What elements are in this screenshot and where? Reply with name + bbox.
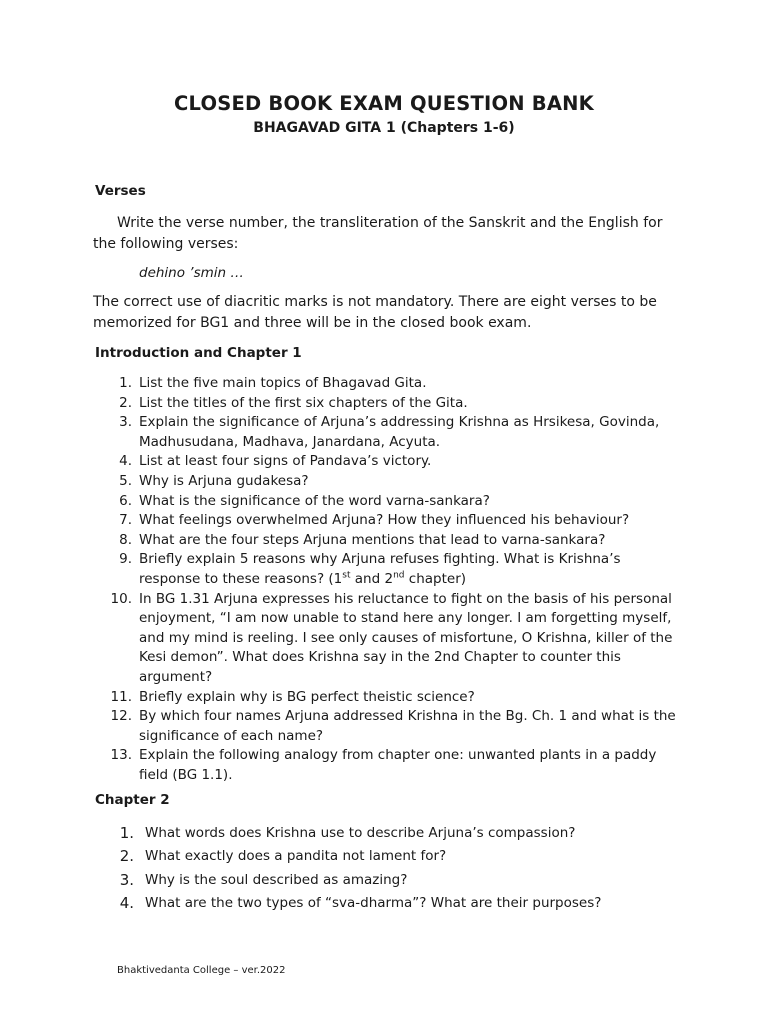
list-item — [0, 394, 679, 414]
question-number: 2. — [119, 394, 132, 411]
question-text: Why is Arjuna gudakesa? — [139, 472, 309, 489]
question-number: 4. — [119, 893, 134, 912]
list-item — [0, 550, 679, 589]
question-text: Explain the following analogy from chapter one: unwanted plants in a paddy field (BG 1.1). — [139, 747, 657, 783]
question-text: List at least four signs of Pandava’s victory. — [139, 453, 432, 470]
question-number: 13. — [110, 747, 132, 764]
question-text: Why is the soul described as amazing? — [145, 871, 408, 888]
list-item — [0, 845, 685, 868]
question-number: 10. — [110, 590, 132, 607]
question-number: 2. — [119, 847, 134, 866]
list-item — [0, 452, 679, 472]
question-number: 6. — [119, 492, 132, 509]
list-item — [0, 688, 679, 708]
list-item — [0, 413, 679, 452]
question-text: List the five main topics of Bhagavad Gita. — [139, 375, 427, 391]
question-text: Briefly explain why is BG perfect theistic science? — [139, 688, 475, 705]
question-number: 4. — [119, 453, 132, 470]
superscript: st — [342, 570, 351, 581]
list-item — [0, 590, 679, 688]
list-item — [0, 892, 685, 915]
question-text: Briefly explain 5 reasons why Arjuna refuses fighting. What is Krishna’s response to these reasons? (1 — [139, 551, 621, 587]
verses-instruction: Write the verse number, the transliteration of the Sanskrit and the English for the following verses: — [93, 215, 663, 252]
section-heading-verses: Verses — [95, 183, 146, 199]
question-text-continued: and 2 — [350, 570, 394, 587]
question-text: What is the significance of the word varna-sankara? — [139, 492, 490, 509]
section-heading-chapter2: Chapter 2 — [95, 792, 170, 808]
question-number: 3. — [119, 414, 132, 431]
question-number: 9. — [119, 551, 132, 568]
question-number: 5. — [119, 472, 132, 489]
question-number: 1. — [119, 375, 132, 391]
list-item — [0, 746, 679, 785]
list-item — [0, 492, 679, 512]
superscript: nd — [393, 570, 405, 581]
list-item — [0, 869, 685, 892]
list-item — [0, 472, 679, 492]
question-text: What exactly does a pandita not lament for? — [145, 848, 447, 865]
question-text: List the titles of the first six chapters of the Gita. — [139, 394, 468, 411]
question-number: 7. — [119, 512, 132, 529]
question-number: 11. — [110, 688, 132, 705]
question-text: In BG 1.31 Arjuna expresses his reluctance to fight on the basis of his personal enjoyment, “I am now unable to stand here any longer. I am forgetting myself, and my mind is reeling. I see only causes of misfortune, O Krishna, killer of the Kesi demon”. What does Krishna say in the 2nd Chapter to counter this argument? — [139, 590, 673, 685]
verse-text: dehino ’smin … — [139, 265, 244, 281]
list-item — [0, 531, 679, 551]
question-number: 8. — [119, 531, 132, 548]
document-title: CLOSED BOOK EXAM QUESTION BANK — [174, 92, 594, 115]
list-item — [0, 511, 679, 531]
chapter1-question-list — [0, 374, 679, 785]
question-number: 1. — [119, 824, 134, 842]
page-footer: Bhaktivedanta College – ver.2022 — [117, 965, 286, 976]
verses-note: The correct use of diacritic marks is not mandatory. There are eight verses to be memorized for BG1 and three will be in the closed book exam. — [93, 294, 657, 331]
question-text: Explain the significance of Arjuna’s addressing Krishna as Hrsikesa, Govinda, Madhusudana, Madhava, Janardana, Acyuta. — [139, 414, 660, 450]
list-item — [0, 822, 685, 845]
question-text: What are the four steps Arjuna mentions that lead to varna-sankara? — [139, 531, 606, 548]
question-number: 12. — [110, 708, 132, 725]
document-subtitle: BHAGAVAD GITA 1 (Chapters 1-6) — [253, 120, 515, 136]
question-number: 3. — [119, 870, 134, 889]
question-text: What words does Krishna use to describe Arjuna’s compassion? — [145, 825, 576, 841]
question-text: What feelings overwhelmed Arjuna? How they influenced his behaviour? — [139, 512, 630, 529]
question-text: What are the two types of “sva-dharma”? What are their purposes? — [145, 894, 602, 911]
section-heading-chapter1: Introduction and Chapter 1 — [95, 345, 302, 361]
list-item — [0, 707, 679, 746]
question-text: By which four names Arjuna addressed Krishna in the Bg. Ch. 1 and what is the significance of each name? — [139, 708, 676, 744]
list-item — [0, 374, 679, 394]
chapter2-question-list — [0, 822, 685, 915]
question-text-continued: chapter) — [404, 570, 467, 587]
